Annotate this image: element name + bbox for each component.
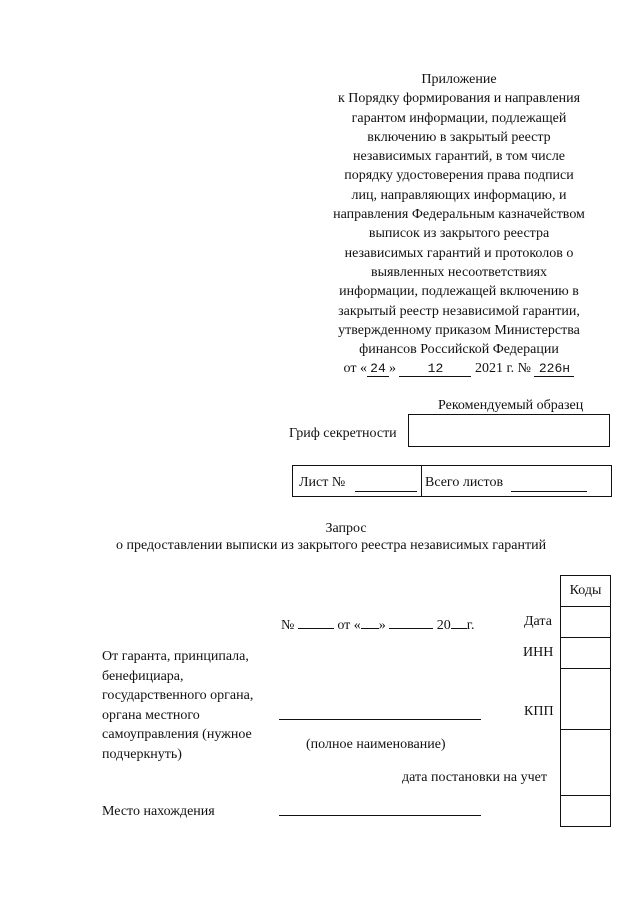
appendix-line: финансов Российской Федерации	[359, 342, 559, 358]
secrecy-field[interactable]	[408, 414, 610, 447]
order-number: 226н	[534, 361, 574, 377]
sheets-divider	[421, 466, 422, 496]
date-label: Дата	[524, 614, 552, 629]
code-location-cell[interactable]	[561, 796, 611, 827]
appendix-line: выявленных несоответствиях	[370, 264, 548, 280]
appendix-line: независимых гарантий, в том числе	[352, 149, 566, 165]
total-sheets-field[interactable]	[511, 491, 587, 492]
codes-table	[560, 575, 611, 827]
codes-header: Коды	[561, 576, 611, 607]
appendix-line: утвержденному приказом Министерства	[338, 322, 580, 338]
sheet-number-field[interactable]	[355, 491, 417, 492]
sample-label: Рекомендуемый образец	[438, 398, 584, 413]
appendix-line: закрытый реестр независимой гарантии,	[338, 303, 580, 319]
appendix-line: гарантом информации, подлежащей	[351, 110, 567, 126]
code-kpp-cell[interactable]	[561, 669, 611, 730]
order-month: 12	[399, 361, 471, 377]
inn-label: ИНН	[523, 645, 554, 660]
request-month-field[interactable]	[389, 614, 433, 629]
code-date-cell[interactable]	[561, 607, 611, 638]
document-title: Запрос	[325, 521, 367, 536]
appendix-line: независимых гарантий и протоколов о	[344, 245, 574, 261]
document-subtitle: о предоставлении выписки из закрытого реестра независимых гарантий	[116, 538, 547, 553]
sheets-box	[292, 465, 612, 497]
request-number-field[interactable]	[298, 614, 334, 629]
code-inn-cell[interactable]	[561, 638, 611, 669]
kpp-label: КПП	[524, 704, 554, 719]
appendix-header	[300, 70, 618, 379]
full-name-field[interactable]	[279, 719, 481, 720]
request-year-field[interactable]	[451, 614, 467, 629]
total-sheets-label: Всего листов	[425, 475, 504, 490]
full-name-caption: (полное наименование)	[306, 737, 446, 752]
appendix-line: выписок из закрытого реестра	[368, 226, 550, 242]
location-field[interactable]	[279, 815, 481, 816]
appendix-line: порядку удостоверения права подписи	[344, 168, 574, 184]
secrecy-label: Гриф секретности	[289, 426, 397, 441]
location-label: Место нахождения	[102, 804, 215, 819]
appendix-line: к Порядку формирования и направления	[337, 91, 581, 107]
appendix-line: направления Федеральным казначейством	[333, 207, 585, 223]
appendix-line: информации, подлежащей включению в	[339, 284, 579, 300]
appendix-line: включению в закрытый реестр	[367, 129, 551, 145]
appendix-line: Приложение	[421, 72, 497, 87]
appendix-line: лиц, направляющих информацию, и	[351, 187, 567, 203]
order-reference: от « 24 » 12 2021 г. № 226н	[300, 359, 618, 378]
request-number-line: № от « » 20 г.	[281, 614, 474, 634]
sheet-label: Лист №	[299, 475, 346, 490]
order-day: 24	[367, 361, 389, 377]
from-label: От гаранта, принципала, бенефициара, государственного органа, органа местного самоуправления (нужное подчеркнуть)	[102, 649, 254, 762]
code-registration-date-cell[interactable]	[561, 730, 611, 796]
request-day-field[interactable]	[361, 614, 379, 629]
registration-date-label: дата постановки на учет	[402, 770, 548, 785]
